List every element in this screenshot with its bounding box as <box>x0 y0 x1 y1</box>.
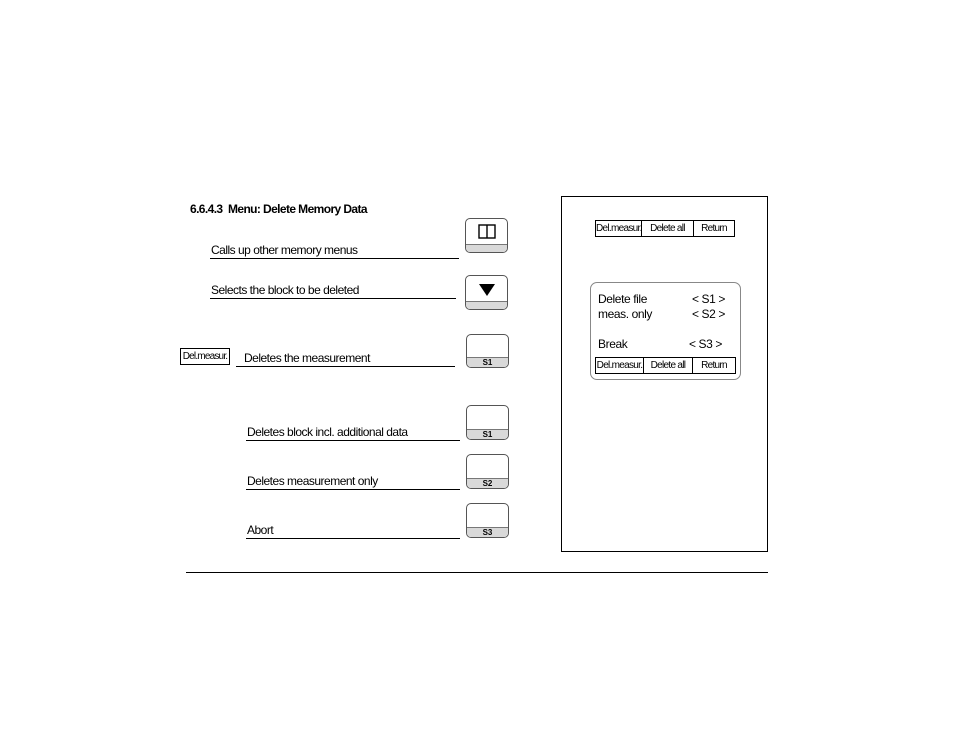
underline <box>210 298 456 299</box>
underline <box>246 440 460 441</box>
softkey-return[interactable]: Return <box>701 360 727 371</box>
s3-key-label: S3 <box>467 527 508 537</box>
option-break: Break <box>598 337 628 351</box>
section-number: 6.6.4.3 <box>190 202 223 216</box>
underline <box>246 489 460 490</box>
down-key[interactable] <box>465 275 508 310</box>
instruction-delete-measurement: Deletes the measurement <box>244 351 370 365</box>
instruction-delete-measurement-only: Deletes measurement only <box>247 474 378 488</box>
instruction-delete-block: Deletes block incl. additional data <box>247 425 408 439</box>
instruction-select-block: Selects the block to be deleted <box>211 283 359 297</box>
page-bottom-rule <box>186 572 768 573</box>
delete-dialog <box>590 282 741 380</box>
softkey-delete-all[interactable]: Delete all <box>644 358 693 373</box>
softkey-delete-all[interactable]: Delete all <box>642 221 694 236</box>
memory-key[interactable] <box>465 218 508 253</box>
instruction-memory-menus: Calls up other memory menus <box>211 243 358 257</box>
section-title: Menu: Delete Memory Data <box>227 202 367 216</box>
s1-key-label: S1 <box>467 357 508 367</box>
s1-key-dialog[interactable] <box>466 405 509 440</box>
dialog-softkey-bar <box>595 357 736 374</box>
option-meas-only: meas. only <box>598 307 653 321</box>
top-softkey-bar <box>595 220 735 237</box>
book-icon <box>466 223 507 246</box>
option-meas-only-key: < S2 > <box>692 307 725 321</box>
option-break-key: < S3 > <box>689 337 722 351</box>
s1-key-label: S1 <box>467 429 508 439</box>
s3-key[interactable] <box>466 503 509 538</box>
down-triangle-icon <box>466 283 507 302</box>
device-display <box>561 196 768 552</box>
softkey-del-measur[interactable]: Del.measur. <box>596 360 643 371</box>
s1-key[interactable] <box>466 334 509 368</box>
underline <box>210 258 459 259</box>
instruction-abort: Abort <box>247 523 274 537</box>
softkey-del-measur[interactable]: Del.measur. <box>596 223 642 234</box>
option-delete-file: Delete file <box>598 292 647 306</box>
option-delete-file-key: < S1 > <box>692 292 725 306</box>
section-heading <box>190 202 367 216</box>
softkey-return[interactable]: Return <box>701 223 727 234</box>
softkey-label-tag: Del.measur. <box>180 348 230 365</box>
s2-key[interactable] <box>466 454 509 489</box>
underline <box>236 366 455 367</box>
s2-key-label: S2 <box>467 478 508 488</box>
underline <box>246 538 460 539</box>
